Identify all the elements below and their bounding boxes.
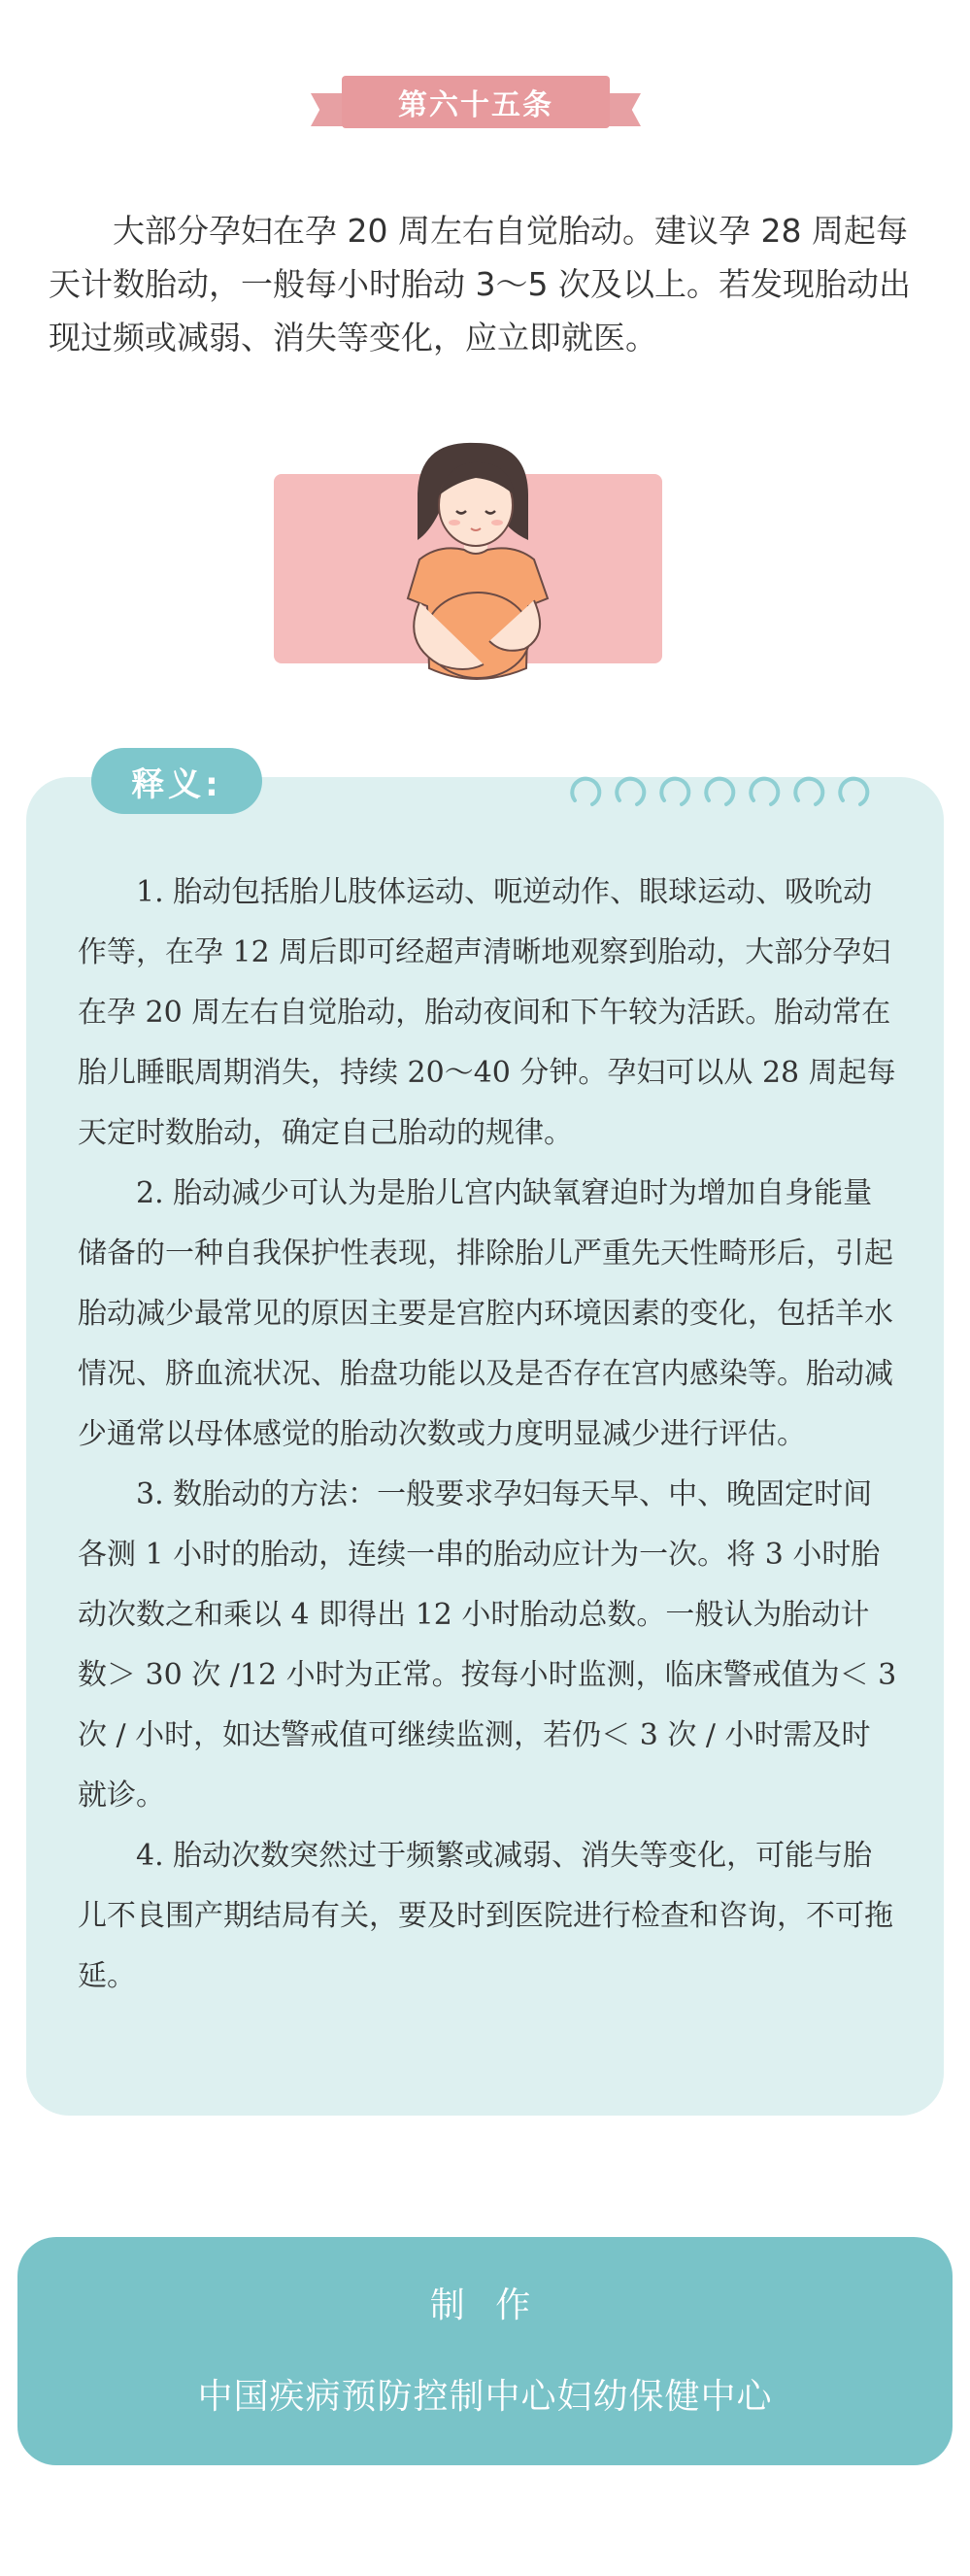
explanation-paragraph-3: 3. 数胎动的方法：一般要求孕妇每天早、中、晚固定时间各测 1 小时的胎动，连续一串的胎动应计为一次。将 3 小时胎动次数之和乘以 4 即得出 12 小时胎动总数。一般认为胎动计数＞ 30 次 /12 小时为正常。按每小时监测，临床警戒值为＜ 3 次 / 小时，如达警戒值可继续监测，若仍＜ 3 次 / 小时需及时就诊。	[78, 1477, 897, 1813]
explanation-paragraph-1: 1. 胎动包括胎儿肢体运动、呃逆动作、眼球运动、吸吮动作等，在孕 12 周后即可经超声清晰地观察到胎动，大部分孕妇在孕 20 周左右自觉胎动，胎动夜间和下午较为活跃。胎动常在胎儿睡眠周期消失，持续 20～40 分钟。孕妇可以从 28 周起每天定时数胎动，确定自己胎动的规律。	[78, 875, 896, 1150]
footer-credits	[17, 2237, 953, 2465]
article-title: 第六十五条	[342, 76, 610, 128]
explanation-body	[78, 863, 898, 2007]
pregnant-woman-illustration	[274, 435, 682, 712]
decorative-swirls-icon	[563, 758, 884, 816]
footer-organization: 中国疾病预防控制中心妇幼保健中心	[197, 2377, 773, 2417]
intro-paragraph: 大部分孕妇在孕 20 周左右自觉胎动。建议孕 28 周起每天计数胎动，一般每小时胎动 3～5 次及以上。若发现胎动出现过频或减弱、消失等变化，应立即就医。	[49, 212, 911, 356]
footer-label: 制 作	[429, 2286, 541, 2325]
explanation-tag: 释义:	[91, 748, 262, 814]
explanation-paragraph-2: 2. 胎动减少可认为是胎儿宫内缺氧窘迫时为增加自身能量储备的一种自我保护性表现，排除胎儿严重先天性畸形后，引起胎动减少最常见的原因主要是宫腔内环境因素的变化，包括羊水情况、脐血流状况、胎盘功能以及是否存在宫内感染等。胎动减少通常以母体感觉的胎动次数或力度明显减少进行评估。	[78, 1176, 893, 1451]
explanation-paragraph-4: 4. 胎动次数突然过于频繁或减弱、消失等变化，可能与胎儿不良围产期结局有关，要及时到医院进行检查和咨询，不可拖延。	[78, 1839, 893, 1993]
title-ribbon	[311, 72, 641, 140]
